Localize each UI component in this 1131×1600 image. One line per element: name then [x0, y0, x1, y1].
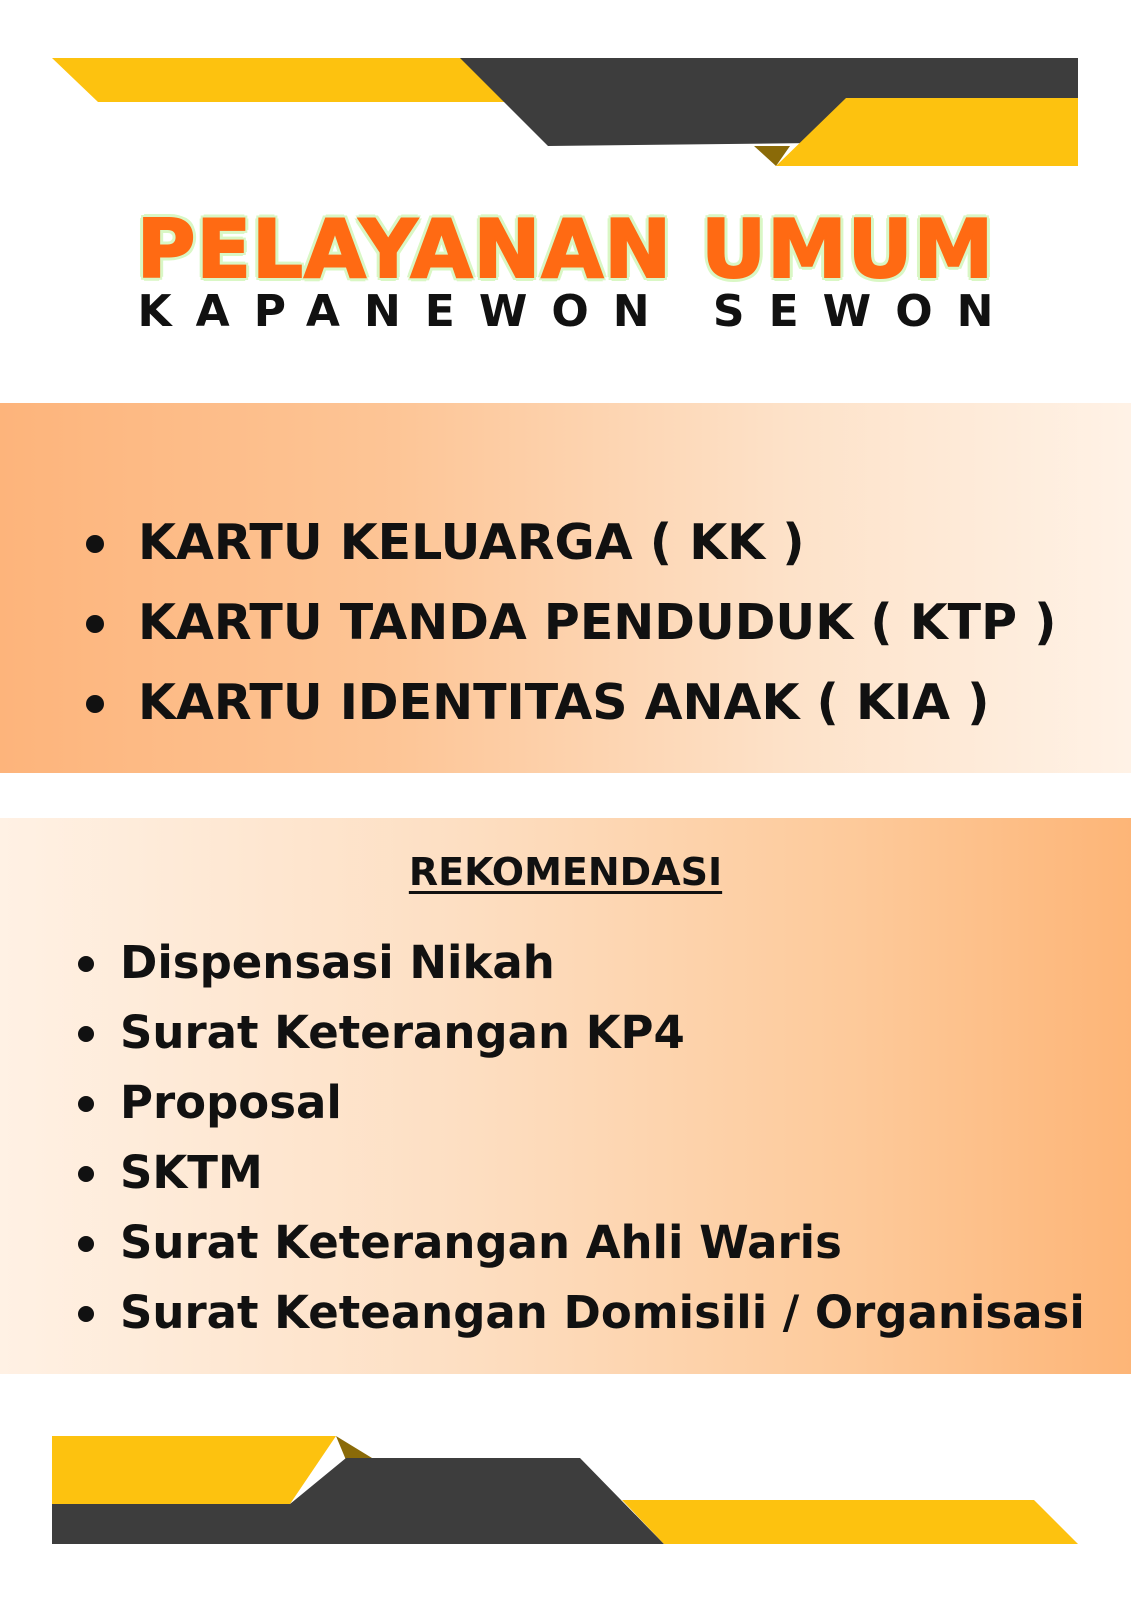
rekomendasi-item — [74, 928, 1085, 998]
bullet-icon — [86, 695, 104, 713]
top-decorative-banner — [0, 0, 1131, 200]
rekomendasi-list — [74, 928, 1085, 1348]
bottom-yellow-block-left — [52, 1436, 336, 1504]
rekomendasi-item-label: Proposal — [120, 1076, 342, 1129]
service-item-label: KARTU TANDA PENDUDUK ( KTP ) — [138, 594, 1057, 651]
service-item — [82, 503, 1056, 583]
bullet-icon — [78, 1166, 94, 1182]
bullet-icon — [78, 1096, 94, 1112]
rekomendasi-item-label: Surat Keteangan Domisili / Organisasi — [120, 1286, 1085, 1339]
top-yellow-stripe-left — [52, 58, 506, 102]
bullet-icon — [78, 1236, 94, 1252]
bullet-icon — [78, 956, 94, 972]
services-list — [82, 503, 1056, 743]
bullet-icon — [86, 615, 104, 633]
rekomendasi-item-label: Surat Keterangan KP4 — [120, 1006, 685, 1059]
bottom-yellow-shadow-tip — [336, 1436, 372, 1460]
rekomendasi-item — [74, 998, 1085, 1068]
rekomendasi-item-label: Dispensasi Nikah — [120, 936, 555, 989]
rekomendasi-heading: REKOMENDASI — [408, 850, 723, 894]
services-panel — [0, 403, 1131, 773]
service-item-label: KARTU IDENTITAS ANAK ( KIA ) — [138, 674, 990, 731]
bullet-icon — [78, 1306, 94, 1322]
bottom-decorative-banner — [0, 1420, 1131, 1600]
rekomendasi-item — [74, 1138, 1085, 1208]
service-item — [82, 583, 1056, 663]
rekomendasi-item — [74, 1208, 1085, 1278]
rekomendasi-item-label: Surat Keterangan Ahli Waris — [120, 1216, 842, 1269]
service-item — [82, 663, 1056, 743]
page-title: PELAYANAN UMUM — [136, 203, 995, 296]
rekomendasi-panel — [0, 818, 1131, 1374]
service-item-label: KARTU KELUARGA ( KK ) — [138, 514, 805, 571]
bullet-icon — [86, 535, 104, 553]
rekomendasi-item — [74, 1278, 1085, 1348]
bottom-yellow-stripe-right — [622, 1500, 1078, 1544]
page-subtitle: KAPANEWON SEWON — [137, 286, 1018, 337]
bullet-icon — [78, 1026, 94, 1042]
rekomendasi-item — [74, 1068, 1085, 1138]
rekomendasi-item-label: SKTM — [120, 1146, 263, 1199]
